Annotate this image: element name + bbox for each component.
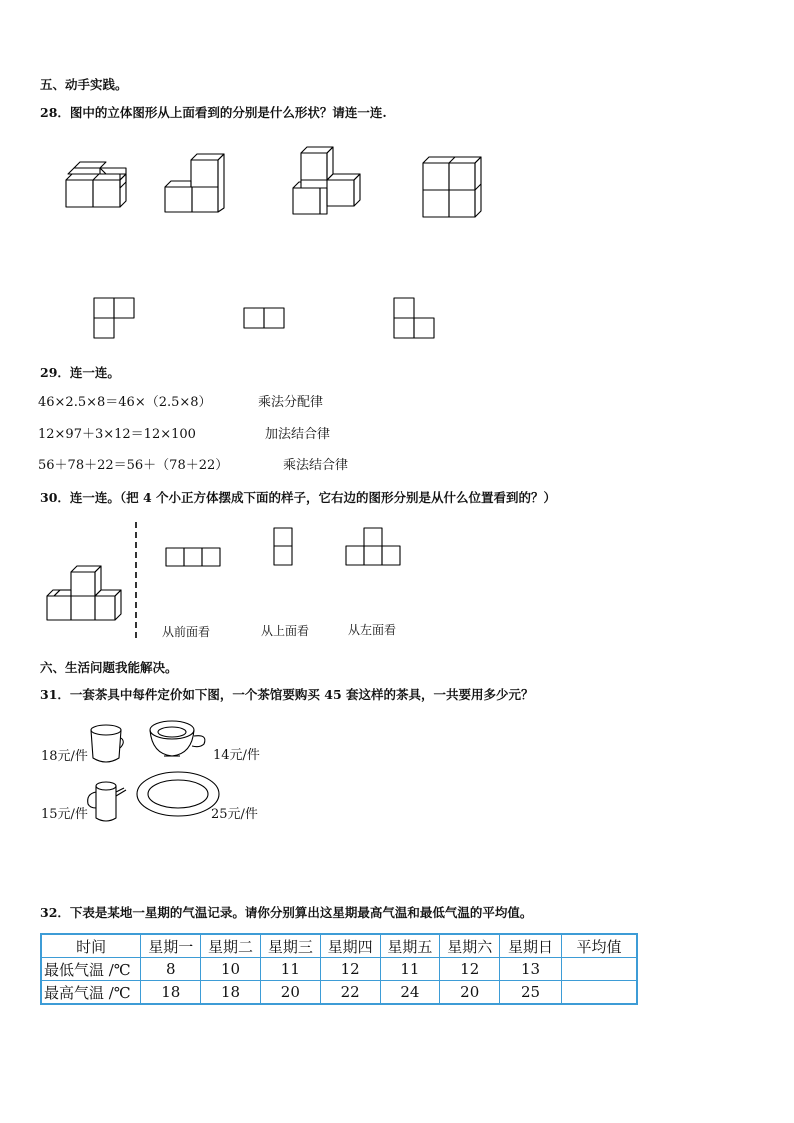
table-cell: 25 [500, 981, 562, 1005]
top-view-3 [392, 296, 438, 342]
table-header-cell: 星期一 [141, 934, 201, 958]
table-header-cell: 星期三 [260, 934, 320, 958]
teapot-icon [84, 778, 128, 828]
table-header-cell: 星期二 [201, 934, 261, 958]
table-header-cell: 平均值 [561, 934, 637, 958]
section-6-title: 六、生活问题我能解决。 [40, 660, 178, 675]
price-label-teacup: 14元/件 [213, 748, 260, 763]
table-header-cell: 时间 [41, 934, 141, 958]
table-cell: 24 [380, 981, 440, 1005]
teacup-icon [146, 716, 210, 762]
question-32-text: 32．下表是某地一星期的气温记录。请你分别算出这星期最高气温和最低气温的平均值。 [40, 905, 533, 920]
table-header-cell: 星期六 [440, 934, 500, 958]
top-view-1 [92, 296, 138, 342]
table-cell: 18 [141, 981, 201, 1005]
table-cell: 22 [320, 981, 380, 1005]
view-label-left: 从左面看 [348, 623, 397, 637]
table-row-low [41, 958, 637, 981]
view-shape-1 [164, 546, 224, 570]
table-header-cell: 星期五 [380, 934, 440, 958]
question-29-text: 29．连一连。 [40, 365, 120, 380]
price-label-plate: 25元/件 [211, 807, 258, 822]
table-cell: 11 [380, 958, 440, 981]
price-label-cup: 18元/件 [41, 749, 88, 764]
dashed-divider [132, 520, 140, 640]
expression-3: 56＋78＋22＝56＋（78＋22） [38, 458, 229, 473]
law-label-2: 加法结合律 [265, 427, 331, 442]
table-cell: 20 [260, 981, 320, 1005]
view-label-front: 从前面看 [162, 625, 211, 639]
cube-arrangement [42, 562, 126, 628]
top-view-2 [242, 306, 288, 332]
row-label: 最高气温 /℃ [41, 981, 141, 1005]
table-cell: 12 [320, 958, 380, 981]
view-shape-2 [272, 526, 298, 570]
law-label-1: 乘法分配律 [258, 395, 324, 410]
table-cell: 10 [201, 958, 261, 981]
plate-icon [134, 768, 222, 820]
solid-figure-3 [290, 145, 365, 220]
table-cell: 8 [141, 958, 201, 981]
question-31-text: 31．一套茶具中每件定价如下图，一个茶馆要购买 45 套这样的茶具，一共要用多少元？ [40, 687, 534, 702]
table-cell: 20 [440, 981, 500, 1005]
section-5-title: 五、动手实践。 [40, 77, 128, 92]
expression-1: 46×2.5×8＝46×（2.5×8） [38, 395, 212, 410]
table-header-cell: 星期四 [320, 934, 380, 958]
table-cell: 13 [500, 958, 562, 981]
expression-2: 12×97＋3×12＝12×100 [38, 427, 196, 442]
solid-figure-4 [417, 155, 487, 223]
view-shape-3 [344, 526, 406, 570]
question-30-text: 30．连一连。（把 4 个小正方体摆成下面的样子，它右边的图形分别是从什么位置看到的？） [40, 490, 557, 505]
law-label-3: 乘法结合律 [283, 458, 349, 473]
table-cell: 18 [201, 981, 261, 1005]
solid-figure-1 [60, 160, 130, 215]
average-cell[interactable] [561, 958, 637, 981]
table-row-high [41, 981, 637, 1005]
table-cell: 11 [260, 958, 320, 981]
row-label: 最低气温 /℃ [41, 958, 141, 981]
average-cell[interactable] [561, 981, 637, 1005]
view-label-top: 从上面看 [261, 624, 310, 638]
temperature-table [40, 933, 638, 1005]
table-header-row [41, 934, 637, 958]
table-cell: 12 [440, 958, 500, 981]
cup-icon [88, 720, 128, 770]
question-28-text: 28．图中的立体图形从上面看到的分别是什么形状？请连一连. [40, 105, 387, 120]
table-header-cell: 星期日 [500, 934, 562, 958]
price-label-teapot: 15元/件 [41, 807, 88, 822]
solid-figure-2 [163, 150, 233, 215]
